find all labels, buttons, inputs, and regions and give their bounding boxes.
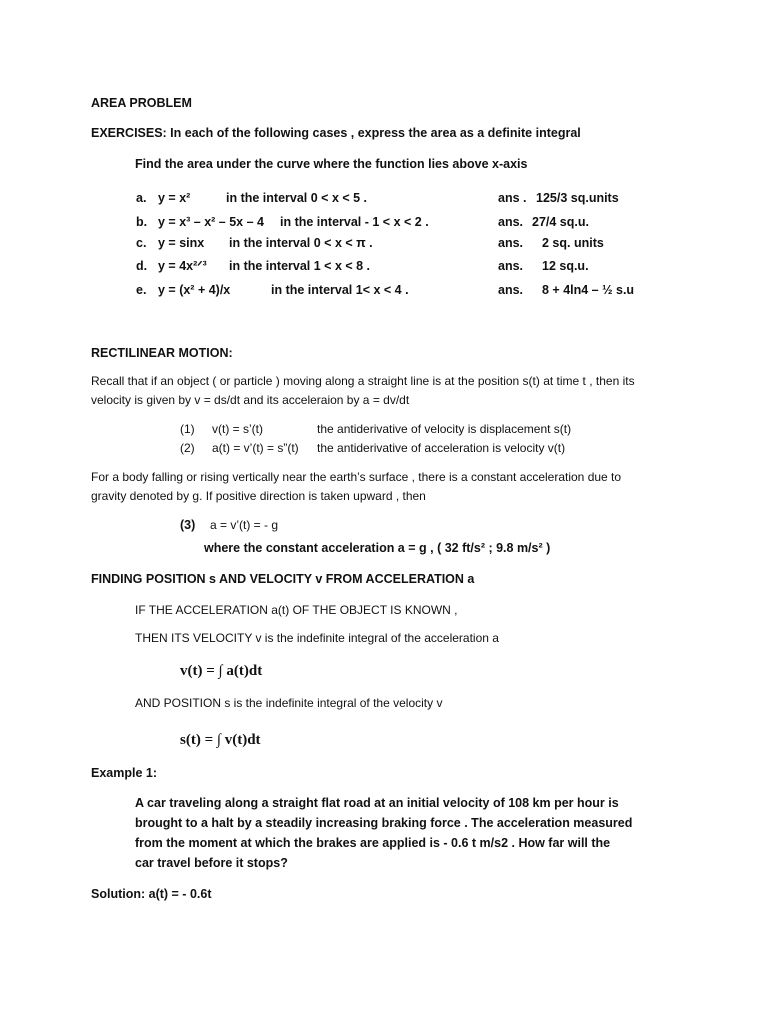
formula-text: v(t) = ∫ a(t)dt: [180, 663, 263, 679]
problem-interval: in the interval - 1 < x < 2 .: [280, 215, 429, 229]
problem-a: [136, 191, 619, 206]
problem-interval: in the interval 0 < x < 5 .: [226, 191, 368, 205]
and-position-line: AND POSITION s is the indefinite integral of the velocity v: [135, 696, 443, 710]
problem-label: c.: [136, 236, 147, 250]
answer-value: 27/4 sq.u.: [532, 215, 589, 229]
problem-function: y = 4x²ᐟ³: [158, 259, 207, 273]
equation-2: [180, 441, 566, 455]
answer-value: 12 sq.u.: [542, 259, 589, 273]
problem-function: y = x³ – x² – 5x – 4: [158, 215, 264, 229]
answer-prefix: ans.: [498, 215, 524, 229]
answer-value: 2 sq. units: [542, 236, 604, 250]
answer-prefix: ans .: [498, 191, 527, 205]
answer-value: 125/3 sq.units: [536, 191, 619, 205]
find-area-instruction: Find the area under the curve where the function lies above x-axis: [135, 157, 528, 171]
equation-description: the antiderivative of acceleration is velocity v(t): [317, 441, 566, 455]
if-acceleration-line: IF THE ACCELERATION a(t) OF THE OBJECT IS KNOWN ,: [135, 603, 458, 617]
equation-expression: a = v’(t) = - g: [210, 518, 279, 532]
body-paragraph-line-2: gravity denoted by g. If positive direction is taken upward , then: [91, 489, 426, 503]
problem-c: [136, 236, 604, 251]
area-problem-heading: AREA PROBLEM: [91, 96, 192, 110]
example-line: from the moment at which the brakes are applied is - 0.6 t m/s2 . How far will the: [135, 836, 611, 850]
rectilinear-motion-heading: RECTILINEAR MOTION:: [91, 346, 233, 360]
example-line: brought to a halt by a steadily increasing braking force . The acceleration measured: [135, 816, 633, 830]
answer-prefix: ans.: [498, 259, 524, 273]
equation-3: [180, 518, 279, 533]
equation-number: (1): [180, 422, 195, 436]
answer-value: 8 + 4ln4 – ½ s.u: [542, 283, 635, 297]
equation-number: (3): [180, 518, 196, 532]
problem-d: [136, 259, 589, 274]
exercises-intro: EXERCISES: In each of the following cases , express the area as a definite integral: [91, 126, 581, 140]
example-line: A car traveling along a straight flat road at an initial velocity of 108 km per hour is: [135, 796, 619, 810]
constant-acceleration-note: where the constant acceleration a = g , ( 32 ft/s² ; 9.8 m/s² ): [204, 541, 551, 555]
position-integral-formula: [180, 731, 261, 749]
equation-1: [180, 422, 572, 436]
problem-interval: in the interval 1 < x < 8 .: [229, 259, 371, 273]
then-velocity-line: THEN ITS VELOCITY v is the indefinite integral of the acceleration a: [135, 631, 499, 645]
body-paragraph-line-1: For a body falling or rising vertically near the earth’s surface , there is a constant acceleration due to: [91, 470, 622, 484]
problem-interval: in the interval 0 < x < π .: [229, 236, 373, 250]
example-label: Example 1:: [91, 766, 158, 780]
problem-label: b.: [136, 215, 148, 229]
formula-text: s(t) = ∫ v(t)dt: [180, 732, 261, 748]
problem-label: d.: [136, 259, 148, 273]
problem-e: [136, 283, 635, 298]
equation-number: (2): [180, 441, 195, 455]
example-line: car travel before it stops?: [135, 856, 288, 870]
problem-function: y = (x² + 4)/x: [158, 283, 231, 297]
answer-prefix: ans.: [498, 236, 524, 250]
problem-function: y = x²: [158, 191, 191, 205]
recall-line-1: Recall that if an object ( or particle ) moving along a straight line is at the position s(t) at time t , then its: [91, 374, 635, 388]
problem-b: [136, 215, 589, 230]
equation-expression: v(t) = s’(t): [212, 422, 263, 436]
equation-description: the antiderivative of velocity is displacement s(t): [317, 422, 572, 436]
problem-interval: in the interval 1< x < 4 .: [271, 283, 409, 297]
problem-label: e.: [136, 283, 147, 297]
velocity-integral-formula: [180, 662, 262, 680]
solution-line: Solution: a(t) = - 0.6t: [91, 887, 212, 901]
equation-expression: a(t) = v’(t) = s”(t): [212, 441, 299, 455]
problem-label: a.: [136, 191, 147, 205]
finding-position-heading: FINDING POSITION s AND VELOCITY v FROM ACCELERATION a: [91, 572, 475, 586]
recall-line-2: velocity is given by v = ds/dt and its acceleraion by a = dv/dt: [91, 393, 410, 407]
answer-prefix: ans.: [498, 283, 524, 297]
problem-function: y = sinx: [158, 236, 205, 250]
